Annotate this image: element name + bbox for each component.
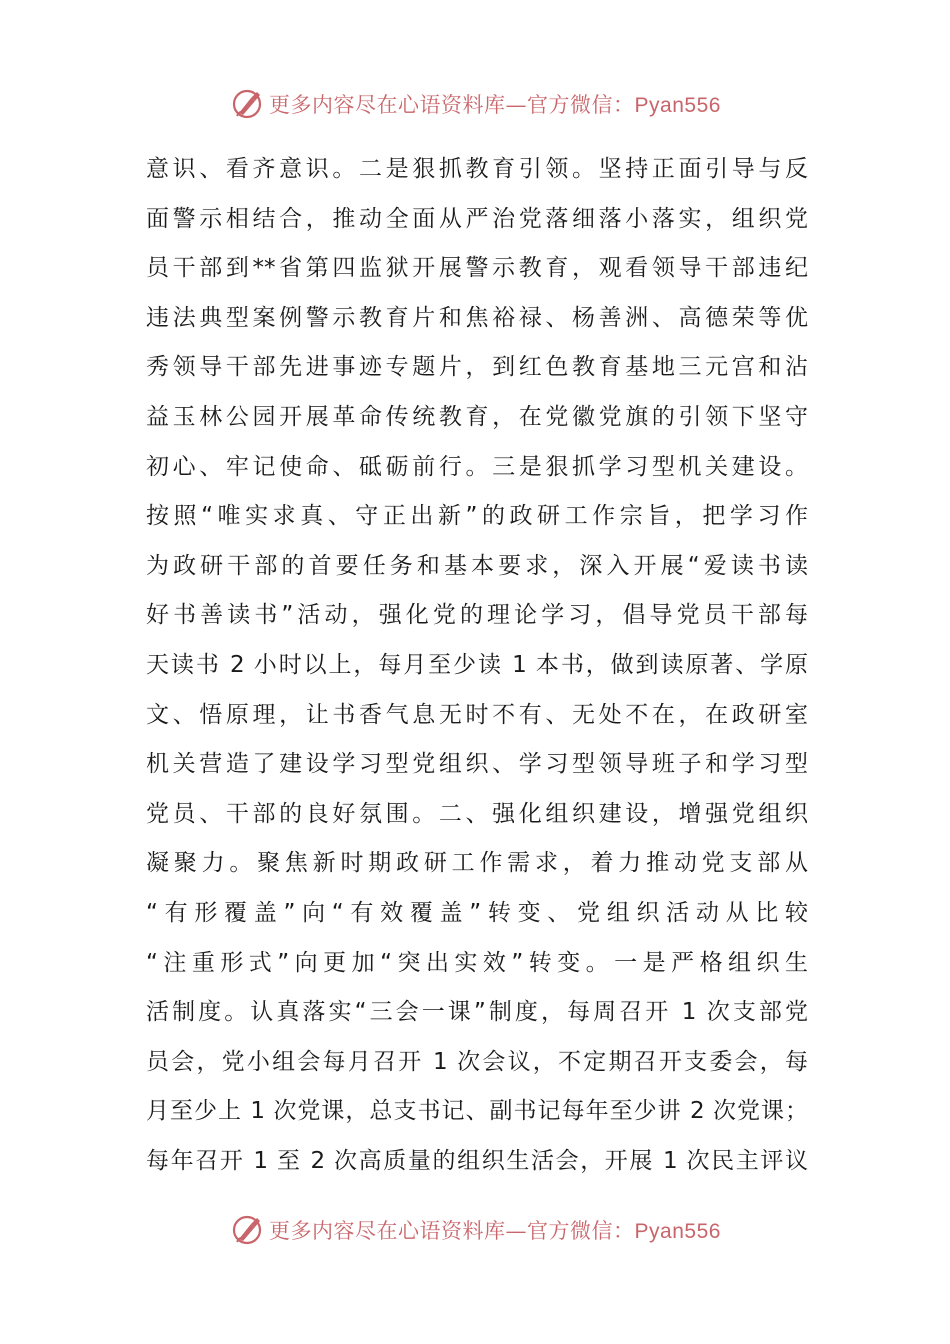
footer-watermark-handle: Pyan556 [634,1220,721,1243]
body-line: 好书善读书”活动，强化党的理论学习，倡导党员干部每 [146,602,808,629]
body-line: 初心、牢记使命、砥砺前行。三是狠抓学习型机关建设。 [146,453,808,480]
body-line: 员干部到**省第四监狱开展警示教育，观看领导干部违纪 [146,255,808,282]
body-line: 按照“唯实求真、守正出新”的政研工作宗旨，把学习作 [146,503,808,530]
body-line: “注重形式”向更加“突出实效”转变。一是严格组织生 [146,949,808,976]
body-line: 活制度。认真落实“三会一课”制度，每周召开 1 次支部党 [146,999,808,1026]
body-line: 面警示相结合，推动全面从严治党落细落小落实，组织党 [146,205,808,232]
header-watermark-text: 更多内容尽在心语资料库—官方微信：Pyan556 [269,93,721,117]
body-line: 天读书 2 小时以上，每月至少读 1 本书，做到读原著、学原 [146,651,808,678]
body-line: 机关营造了建设学习型党组织、学习型领导班子和学习型 [146,751,808,778]
body-line: 违法典型案例警示教育片和焦裕禄、杨善洲、高德荣等优 [146,304,808,331]
header-watermark-handle: Pyan556 [634,94,721,117]
body-line: 每年召开 1 至 2 次高质量的组织生活会，开展 1 次民主评议 [146,1147,808,1174]
body-line: 党员、干部的良好氛围。二、强化组织建设，增强党组织 [146,800,808,827]
footer-watermark [0,1210,950,1250]
header-watermark [0,84,950,124]
pen-nib-logo-icon [229,86,265,122]
body-line: 秀领导干部先进事迹专题片，到红色教育基地三元宫和沾 [146,354,808,381]
body-line: 凝聚力。聚焦新时期政研工作需求，着力推动党支部从 [146,850,808,877]
body-line: 为政研干部的首要任务和基本要求，深入开展“爱读书读 [146,552,808,579]
body-line: 月至少上 1 次党课，总支书记、副书记每年至少讲 2 次党课； [146,1098,808,1125]
body-line: 意识、看齐意识。二是狠抓教育引领。坚持正面引导与反 [146,156,808,182]
footer-watermark-text: 更多内容尽在心语资料库—官方微信：Pyan556 [269,1219,721,1243]
body-line: 文、悟原理，让书香气息无时不有、无处不在，在政研室 [146,701,808,728]
pen-nib-logo-icon [229,1212,265,1248]
body-line: “有形覆盖”向“有效覆盖”转变、党组织活动从比较 [146,899,808,926]
body-line: 员会，党小组会每月召开 1 次会议，不定期召开支委会，每 [146,1048,808,1075]
body-line: 益玉林公园开展革命传统教育，在党徽党旗的引领下坚守 [146,403,808,430]
document-body [146,145,808,1186]
